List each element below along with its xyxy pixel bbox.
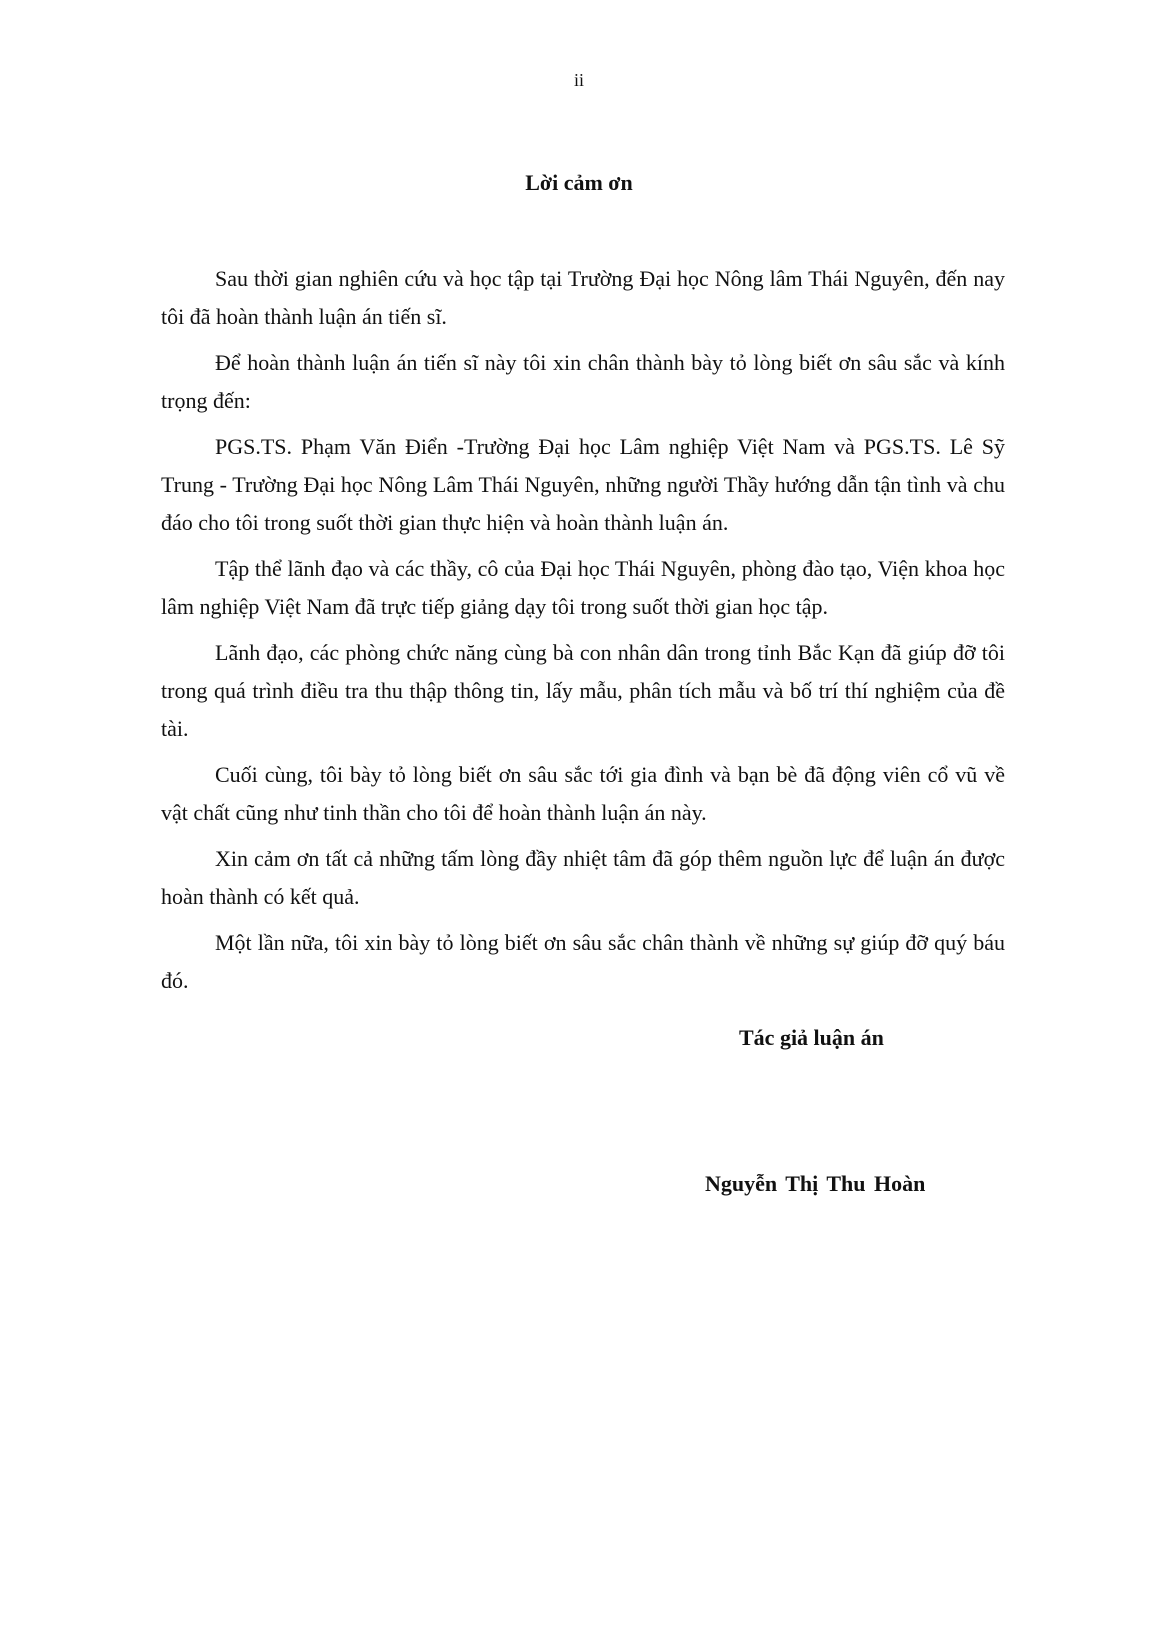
paragraph: Xin cảm ơn tất cả những tấm lòng đầy nhiệt tâm đã góp thêm nguồn lực để luận án được hoàn thành có kết quả. [161, 846, 1005, 909]
paragraph: Để hoàn thành luận án tiến sĩ này tôi xin chân thành bày tỏ lòng biết ơn sâu sắc và kính trọng đến: [161, 350, 1005, 413]
author-name: Nguyễn Thị Thu Hoàn [705, 1171, 926, 1196]
paragraph: Cuối cùng, tôi bày tỏ lòng biết ơn sâu sắc tới gia đình và bạn bè đã động viên cổ vũ về vật chất cũng như tinh thần cho tôi để hoàn thành luận án này. [161, 762, 1005, 825]
acknowledgement-body [161, 260, 1005, 1008]
page-number: ii [573, 70, 584, 90]
paragraph: Lãnh đạo, các phòng chức năng cùng bà con nhân dân trong tỉnh Bắc Kạn đã giúp đỡ tôi trong quá trình điều tra thu thập thông tin, lấy mẫu, phân tích mẫu và bố trí thí nghiệm của đề tài. [161, 640, 1005, 741]
paragraph: Một lần nữa, tôi xin bày tỏ lòng biết ơn sâu sắc chân thành về những sự giúp đỡ quý báu đó. [161, 930, 1005, 993]
paragraph: PGS.TS. Phạm Văn Điển -Trường Đại học Lâm nghiệp Việt Nam và PGS.TS. Lê Sỹ Trung - Trường Đại học Nông Lâm Thái Nguyên, những người Thầy hướng dẫn tận tình và chu đáo cho tôi trong suốt thời gian thực hiện và hoàn thành luận án. [161, 434, 1005, 535]
page-title: Lời cảm ơn [525, 170, 633, 195]
paragraph: Tập thể lãnh đạo và các thầy, cô của Đại học Thái Nguyên, phòng đào tạo, Viện khoa học lâm nghiệp Việt Nam đã trực tiếp giảng dạy tôi trong suốt thời gian học tập. [161, 556, 1005, 619]
paragraph: Sau thời gian nghiên cứu và học tập tại Trường Đại học Nông lâm Thái Nguyên, đến nay tôi đã hoàn thành luận án tiến sĩ. [161, 266, 1005, 329]
signoff-label: Tác giả luận án [739, 1025, 884, 1050]
